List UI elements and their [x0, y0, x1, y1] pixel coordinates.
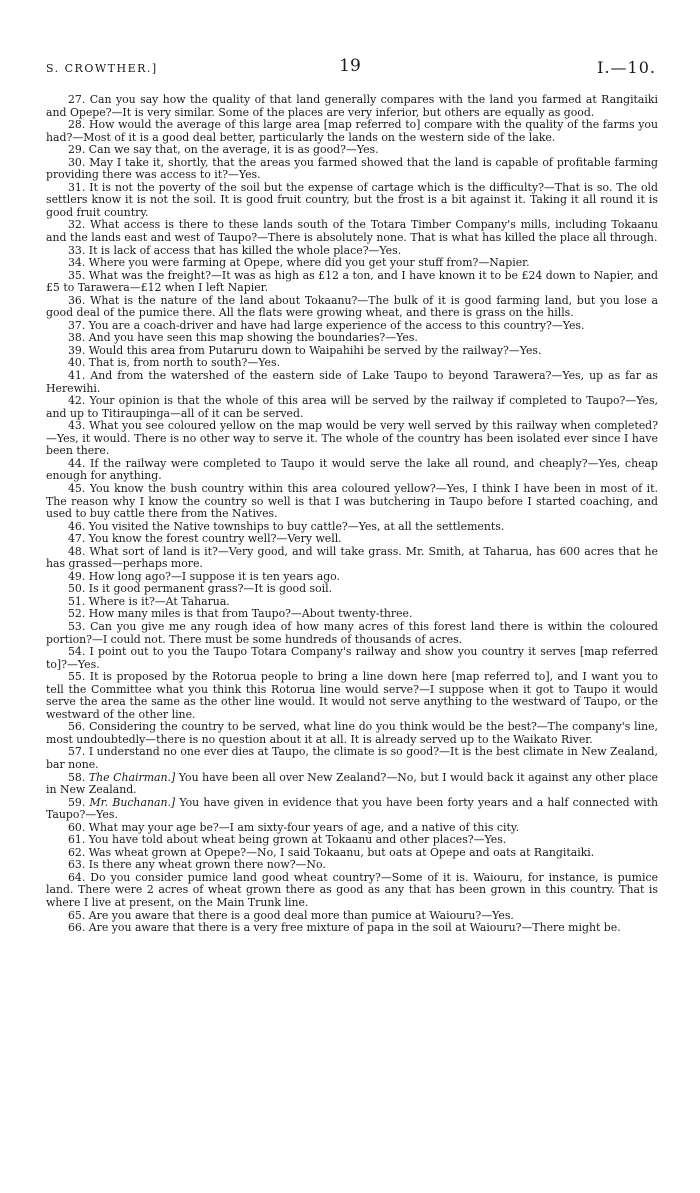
paragraph: 49. How long ago?—I suppose it is ten years ago.	[68, 569, 341, 583]
paragraph: 62. Was wheat grown at Opepe?—No, I said Tokaanu, but oats at Opepe and oats at Rangitaiki.	[68, 845, 595, 859]
paragraph: 44. If the railway were completed to Taupo it would serve the lake all round, and cheaply?—Yes, cheap enough for anything.	[46, 456, 658, 483]
paragraph: 35. What was the freight?—It was as high as £12 a ton, and I have known it to be £24 down to Napier, and £5 to Tarawera—£12 when I left Napier.	[46, 268, 658, 295]
paragraph: 56. Considering the country to be served, what line do you think would be the best?—The company's line, most undoubtedly—there is no question about it at all. It is already served up to the Waikato River.	[46, 720, 658, 746]
paragraph: 39. Would this area from Putaruru down to Waipahihi be served by the railway?—Yes.	[68, 343, 542, 357]
speaker-name: The Chairman.]	[88, 770, 176, 784]
speaker-name: Mr. Buchanan.]	[89, 795, 176, 809]
paragraph: 50. Is it good permanent grass?—It is good soil.	[68, 582, 333, 596]
paragraph: 30. May I take it, shortly, that the areas you farmed showed that the land is capable of profitable farming providing there was access to it?—Yes.	[46, 155, 658, 182]
witness-name-header: S. CROWTHER.]	[46, 62, 158, 75]
question-text: You have given in evidence that you have been forty years and a half connected with Taupo?—Yes.	[46, 795, 658, 822]
paragraph: 37. You are a coach-driver and have had large experience of the access to this country?—Yes.	[68, 318, 585, 332]
paragraph: 66. Are you aware that there is a very free mixture of papa in the soil at Waiouru?—There might be.	[68, 921, 621, 935]
paper-reference: I.—10.	[597, 58, 656, 77]
paragraph: 64. Do you consider pumice land good wheat country?—Some of it is. Waiouru, for instance, is pumice land. There were 2 acres of wheat grown there as good as any that has been grown in this country. That is where I live at present, on the Main Trunk line.	[46, 870, 658, 909]
paragraph: 29. Can we say that, on the average, it is as good?—Yes.	[68, 143, 379, 157]
page-number: 19	[339, 56, 361, 76]
paragraph: 47. You know the forest country well?—Very well.	[68, 532, 342, 546]
paragraph: 51. Where is it?—At Taharua.	[68, 594, 230, 608]
paragraph: 57. I understand no one ever dies at Taupo, the climate is so good?—It is the best climate in New Zealand, bar none.	[46, 745, 658, 771]
paragraph-buchanan	[46, 797, 658, 822]
question-number: 58.	[68, 770, 86, 784]
paragraph: 34. Where you were farming at Opepe, where did you get your stuff from?—Napier.	[68, 256, 530, 270]
question-number: 59.	[68, 795, 86, 809]
paragraph: 36. What is the nature of the land about Tokaanu?—The bulk of it is good farming land, but you lose a good deal of the pumice there. All the flats were growing wheat, and there is grass on the hills.	[46, 293, 658, 320]
paragraph-chairman	[46, 772, 658, 797]
paragraph: 38. And you have seen this map showing the boundaries?—Yes.	[68, 331, 418, 345]
paragraph: 53. Can you give me any rough idea of how many acres of this forest land there is within the coloured portion?—I could not. There must be some hundreds of thousands of acres.	[46, 619, 658, 646]
paragraph: 32. What access is there to these lands south of the Totara Timber Company's mills, including Tokaanu and the lands east and west of Taupo?—There is absolutely none. That is what has killed the place all through.	[46, 218, 658, 245]
paragraph: 61. You have told about wheat being grown at Tokaanu and other places?—Yes.	[68, 833, 507, 847]
paragraph: 28. How would the average of this large area [map referred to] compare with the quality of the farms you had?—Most of it is a good deal better, particularly the lands on the western side of the lake.	[46, 118, 658, 144]
paragraph: 33. It is lack of access that has killed the whole place?—Yes.	[68, 243, 402, 257]
paragraph: 48. What sort of land is it?—Very good, and will take grass. Mr. Smith, at Taharua, has 600 acres that he has grassed—perhaps more.	[46, 544, 658, 571]
paragraph: 54. I point out to you the Taupo Totara Company's railway and show you country it serves [map referred to]?—Yes.	[46, 645, 658, 671]
paragraph: 40. That is, from north to south?—Yes.	[68, 356, 281, 370]
paragraph: 41. And from the watershed of the eastern side of Lake Taupo to beyond Tarawera?—Yes, up as far as Herewihi.	[46, 369, 658, 395]
question-text: You have been all over New Zealand?—No, but I would back it against any other place in New Zealand.	[46, 770, 658, 797]
evidence-text	[46, 94, 658, 935]
paragraph: 31. It is not the poverty of the soil but the expense of cartage which is the difficulty?—That is so. The old settlers know it is not the soil. It is good fruit country, but the frost is a bit against it. Taking it all round it is good fruit country.	[46, 180, 658, 219]
paragraph: 55. It is proposed by the Rotorua people to bring a line down here [map referred to], and I want you to tell the Committee what you think this Rotorua line would serve?—I suppose when it got to Taupo it would serve the area the same as the other line would. It would not serve anything to the westward of Taupo, or the westward of the other line.	[46, 670, 658, 721]
paragraph: 52. How many miles is that from Taupo?—About twenty-three.	[68, 607, 413, 621]
paragraph: 46. You visited the Native townships to buy cattle?—Yes, at all the settlements.	[68, 519, 505, 533]
paragraph: 45. You know the bush country within this area coloured yellow?—Yes, I think I have been in most of it. The reason why I know the country so well is that I was butchering in Taupo before I started coaching, and used to buy cattle there from the Natives.	[46, 481, 658, 521]
paragraph: 27. Can you say how the quality of that land generally compares with the land you farmed at Rangitaiki and Opepe?—It is very similar. Some of the places are very inferior, but others are equally as good.	[46, 93, 658, 119]
paragraph: 65. Are you aware that there is a good deal more than pumice at Waiouru?—Yes.	[68, 908, 514, 922]
paragraph: 43. What you see coloured yellow on the map would be very well served by this railway when completed?—Yes, it would. There is no other way to serve it. The whole of the country has been isolated ever since I have been there.	[46, 419, 658, 458]
paragraph: 60. What may your age be?—I am sixty-four years of age, and a native of this city.	[68, 820, 520, 834]
paragraph: 42. Your opinion is that the whole of this area will be served by the railway if completed to Taupo?—Yes, and up to Titiraupinga—all of it can be served.	[46, 394, 658, 420]
paragraph: 63. Is there any wheat grown there now?—No.	[68, 858, 326, 872]
